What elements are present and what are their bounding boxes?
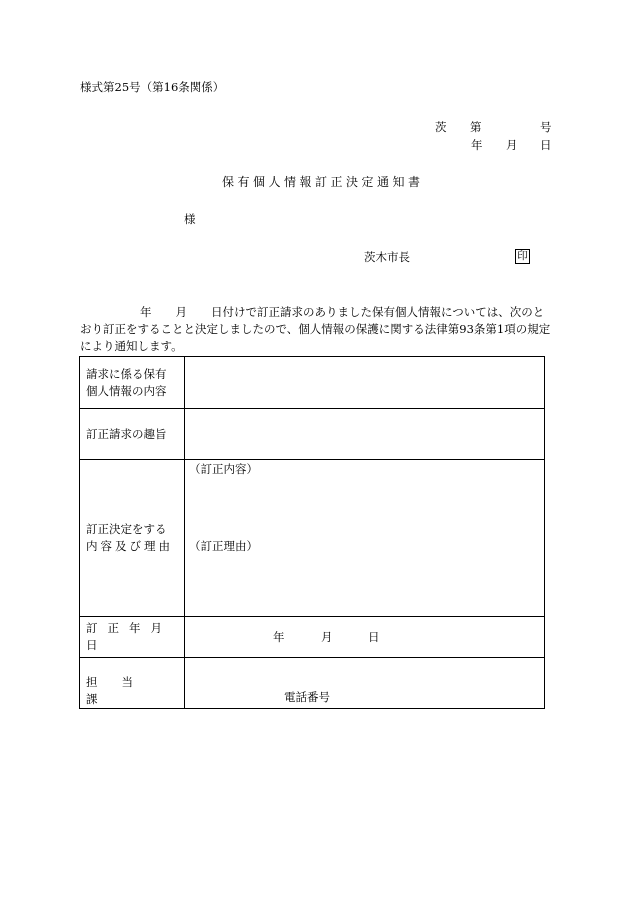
form-number: 様式第25号（第16条関係） <box>80 80 225 94</box>
label-department: 担当課 <box>80 658 185 709</box>
issuer-name: 茨木市長 <box>364 250 410 264</box>
ref-go: 号 <box>540 120 552 134</box>
document-title: 保有個人情報訂正決定通知書 <box>222 175 424 189</box>
row-requested-info <box>80 357 545 409</box>
correction-content-label: （訂正内容） <box>189 462 258 476</box>
date-month: 月 <box>506 138 518 152</box>
row-department <box>80 658 545 709</box>
form-table <box>79 356 545 709</box>
seal-text: 印 <box>515 249 530 264</box>
row-request-purpose <box>80 409 545 460</box>
correction-date-day: 日 <box>368 630 380 644</box>
correction-date-month: 月 <box>321 630 333 644</box>
row-correction-date <box>80 617 545 658</box>
ref-prefix: 茨 <box>435 120 447 134</box>
label-requested-info: 請求に係る保有 個人情報の内容 <box>80 357 185 409</box>
body-line-3: により通知します。 <box>80 339 183 353</box>
body-line-2: おり訂正をすることと決定しましたので、個人情報の保護に関する法律第93条第1項の規定 <box>80 322 551 336</box>
seal-mark <box>515 248 530 264</box>
body-paragraph <box>80 304 550 355</box>
field-request-purpose[interactable] <box>185 409 545 460</box>
field-requested-info[interactable] <box>185 357 545 409</box>
addressee-suffix: 様 <box>184 212 196 226</box>
phone-number-label: 電話番号 <box>284 689 330 704</box>
date-day: 日 <box>540 138 552 152</box>
body-month: 月 <box>175 305 187 319</box>
row-decision <box>80 460 545 617</box>
field-decision[interactable] <box>185 460 545 617</box>
ref-dai: 第 <box>470 120 482 134</box>
label-request-purpose: 訂正請求の趣旨 <box>80 409 185 460</box>
body-line-1-text: 日付けで訂正請求のありました保有個人情報については、次のと <box>211 305 545 319</box>
correction-date-year: 年 <box>273 630 285 644</box>
label-correction-date: 訂正年月日 <box>80 617 185 658</box>
date-year: 年 <box>471 138 483 152</box>
body-year: 年 <box>140 305 152 319</box>
body-line-1 <box>80 304 550 321</box>
field-department[interactable] <box>185 658 545 709</box>
correction-reason-label: （訂正理由） <box>189 539 258 553</box>
field-correction-date[interactable] <box>185 617 545 658</box>
label-decision: 訂正決定をする 内容及び理由 <box>80 460 185 617</box>
